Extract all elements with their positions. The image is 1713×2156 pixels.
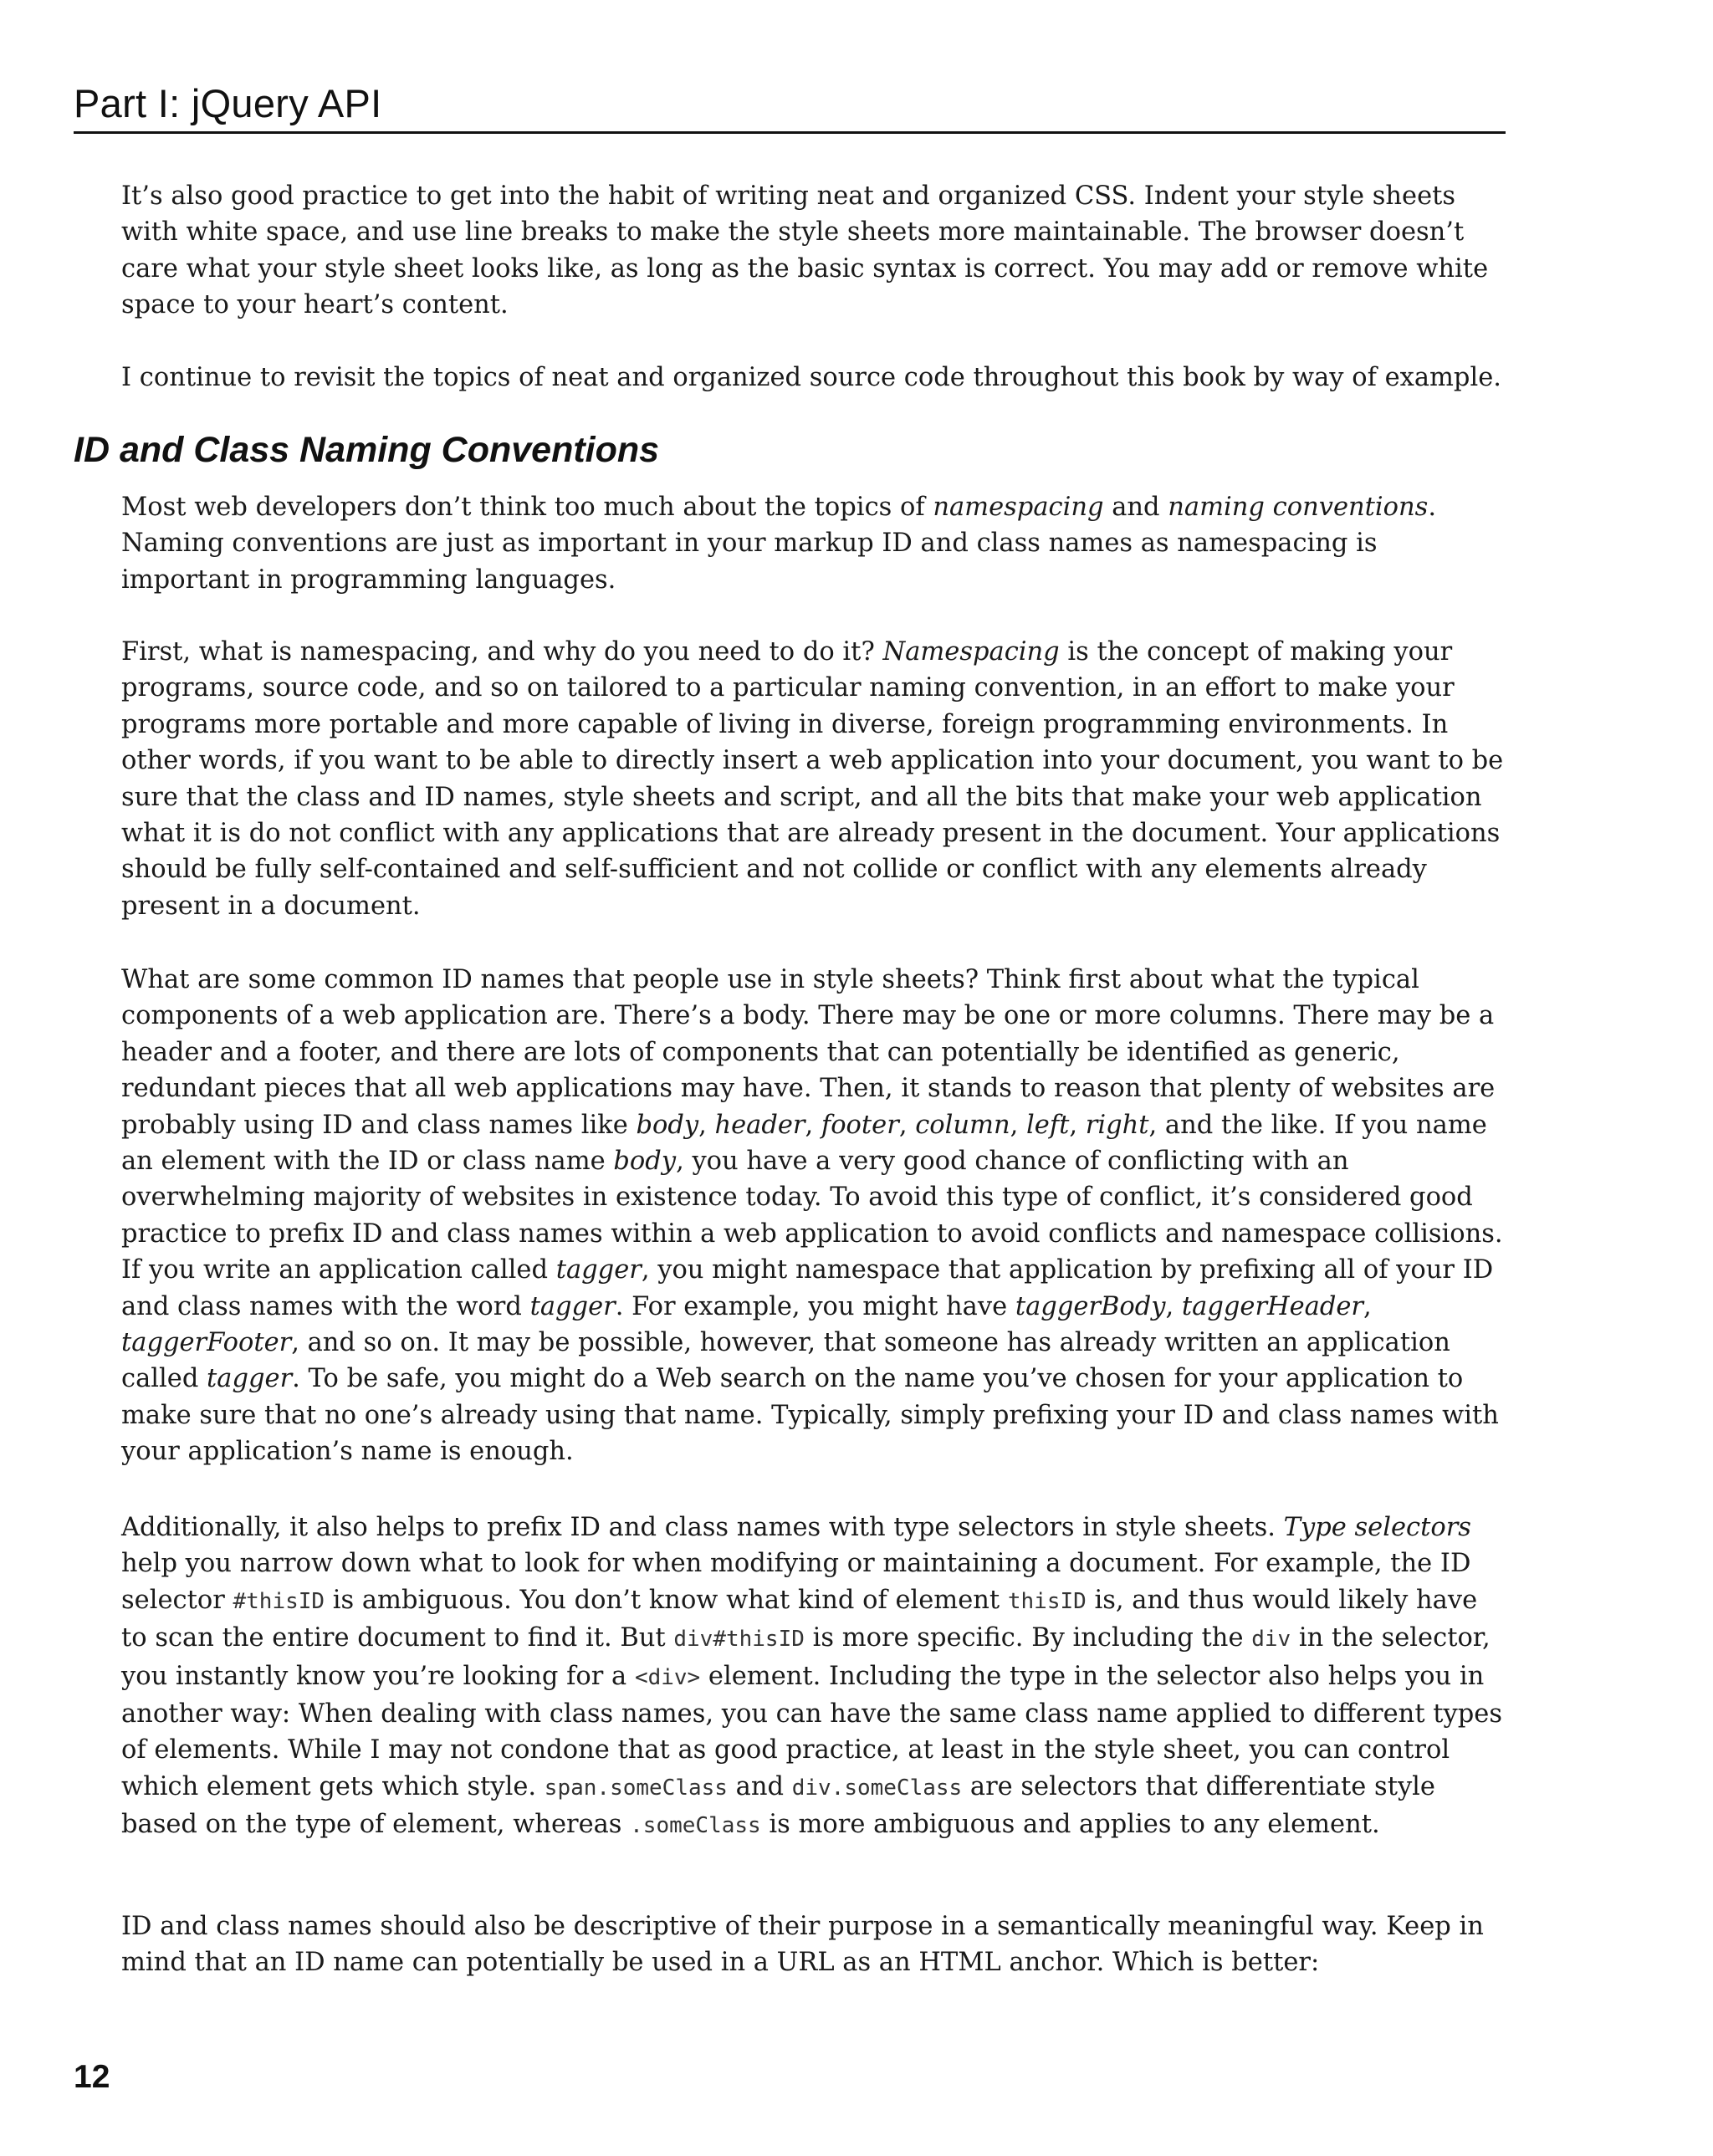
- paragraph-text: [121, 634, 1510, 924]
- header-title: Part I: jQuery API: [74, 81, 382, 125]
- emphasis: body: [636, 1110, 699, 1140]
- section-heading: ID and Class Naming Conventions: [74, 430, 660, 470]
- paragraph-text: [121, 489, 1510, 598]
- text-run: , and the like. If you name an element with the ID or class name: [121, 1110, 1487, 1177]
- emphasis: tagger: [207, 1364, 293, 1394]
- code-snippet: #thisID: [233, 1588, 325, 1614]
- text-run: . Naming conventions are just as important in your markup ID and class names as namespacing is important in programming languages.: [121, 493, 1437, 595]
- text-run: in the selector, you instantly know you’re looking for a: [121, 1623, 1491, 1691]
- code-snippet: thisID: [1007, 1588, 1087, 1614]
- text-run: and: [727, 1771, 792, 1801]
- emphasis: Type selectors: [1283, 1513, 1471, 1542]
- text-run: is, and thus would likely have to scan the entire document to find it. But: [121, 1585, 1478, 1653]
- text-run: Additionally, it also helps to prefix ID and class names with type selectors in style sheets.: [121, 1513, 1284, 1542]
- emphasis: footer: [821, 1110, 899, 1140]
- paragraph-text: ID and class names should also be descriptive of their purpose in a semantically meaningful way. Keep in mind that an ID name can potentially be used in a URL as an HTML anchor. Which is better:: [121, 1912, 1484, 1978]
- emphasis: Namespacing: [882, 637, 1060, 667]
- text-run: . To be safe, you might do a Web search on the name you’ve chosen for your application to make sure that no one’s already using that name. Typically, simply prefixing your ID and class names with your application’s name is enough.: [121, 1364, 1499, 1467]
- code-snippet: div: [1251, 1627, 1291, 1653]
- code-snippet: div#thisID: [673, 1627, 805, 1653]
- paragraph-text: [121, 962, 1510, 1470]
- code-snippet: span.someClass: [544, 1775, 728, 1801]
- text-run: ,: [898, 1110, 916, 1140]
- paragraph-text: It’s also good practice to get into the habit of writing neat and organized CSS. Indent your style sheets with white space, and use line breaks to make the style sheets more maintainable. The browser doesn’t care what your style sheet looks like, as long as the basic syntax is correct. You may add or remove white space to your heart’s content.: [121, 181, 1489, 320]
- emphasis: naming conventions: [1168, 493, 1429, 522]
- text-run: , you have a very good chance of conflicting with an overwhelming majority of websites in existence today. To avoid this type of conflict, it’s considered good practice to prefix ID and class names within a web application to avoid conflicts and namespace collisions. If you write an application called: [121, 1147, 1503, 1285]
- emphasis: right: [1085, 1110, 1149, 1140]
- code-snippet: .someClass: [630, 1813, 761, 1839]
- text-run: , you might namespace that application by prefixing all of your ID and class names with the word: [121, 1255, 1494, 1321]
- page-number: 12: [74, 2059, 110, 2095]
- paragraph-4: [121, 634, 1510, 924]
- text-run: What are some common ID names that people use in style sheets? Think first about what the typical components of a web application are. There’s a body. There may be one or more columns. There may be a header and a footer, and there are lots of components that can potentially be identified as generic, redundant pieces that all web applications may have. Then, it stands to reason that plenty of websites are probably using ID and class names like: [121, 965, 1496, 1140]
- text-run: is more specific. By including the: [804, 1623, 1252, 1653]
- text-run: and: [1103, 493, 1168, 522]
- text-run: Most web developers don’t think too much about the topics of: [121, 493, 933, 522]
- emphasis: column: [915, 1110, 1010, 1140]
- code-snippet: <div>: [634, 1664, 701, 1690]
- paragraph-2: [121, 360, 1510, 396]
- paragraph-1: [121, 178, 1510, 324]
- text-run: ,: [1363, 1291, 1372, 1321]
- paragraph-6: [121, 1510, 1510, 1845]
- code-snippet: div.someClass: [791, 1775, 963, 1801]
- paragraph-3: [121, 489, 1510, 598]
- emphasis: taggerFooter: [121, 1328, 292, 1358]
- paragraph-text: [121, 1510, 1510, 1845]
- text-run: help you narrow down what to look for when modifying or maintaining a document. For example, the ID selector: [121, 1549, 1471, 1615]
- text-run: is more ambiguous and applies to any element.: [760, 1810, 1380, 1840]
- emphasis: header: [714, 1110, 805, 1140]
- emphasis: taggerBody: [1015, 1291, 1166, 1321]
- text-run: ,: [1165, 1291, 1182, 1321]
- text-run: are selectors that differentiate style based on the type of element, whereas: [121, 1771, 1435, 1840]
- text-run: ,: [1010, 1110, 1027, 1140]
- emphasis: tagger: [529, 1291, 616, 1321]
- emphasis: left: [1026, 1110, 1070, 1140]
- text-run: is ambiguous. You don’t know what kind of element: [325, 1585, 1008, 1615]
- emphasis: taggerHeader: [1181, 1291, 1364, 1321]
- paragraph-5: [121, 962, 1510, 1470]
- text-run: First, what is namespacing, and why do you need to do it?: [121, 637, 883, 667]
- text-run: , and so on. It may be possible, however, that someone has already written an application called: [121, 1328, 1450, 1394]
- paragraph-7: [121, 1908, 1510, 1981]
- text-run: . For example, you might have: [615, 1291, 1015, 1321]
- emphasis: body: [613, 1147, 677, 1177]
- emphasis: namespacing: [933, 493, 1104, 522]
- paragraph-text: I continue to revisit the topics of neat and organized source code throughout this book by way of example.: [121, 363, 1501, 392]
- text-run: ,: [805, 1110, 821, 1140]
- running-header: [74, 80, 1506, 134]
- text-run: element. Including the type in the selector also helps you in another way: When dealing with class names, you can have the same class name applied to different types of elements. While I may not condone that as good practice, at least in the style sheet, you can control which element gets which style.: [121, 1661, 1502, 1801]
- text-run: is the concept of making your programs, source code, and so on tailored to a particular naming convention, in an effort to make your programs more portable and more capable of living in diverse, foreign programming environments. In other words, if you want to be able to directly insert a web application into your document, you want to be sure that the class and ID names, style sheets and script, and all the bits that make your web application what it is do not conflict with any applications that are already present in the document. Your applications should be fully self-contained and self-sufficient and not collide or conflict with any elements already present in a document.: [121, 637, 1504, 921]
- text-run: ,: [698, 1110, 715, 1140]
- text-run: ,: [1069, 1110, 1086, 1140]
- emphasis: tagger: [555, 1255, 642, 1285]
